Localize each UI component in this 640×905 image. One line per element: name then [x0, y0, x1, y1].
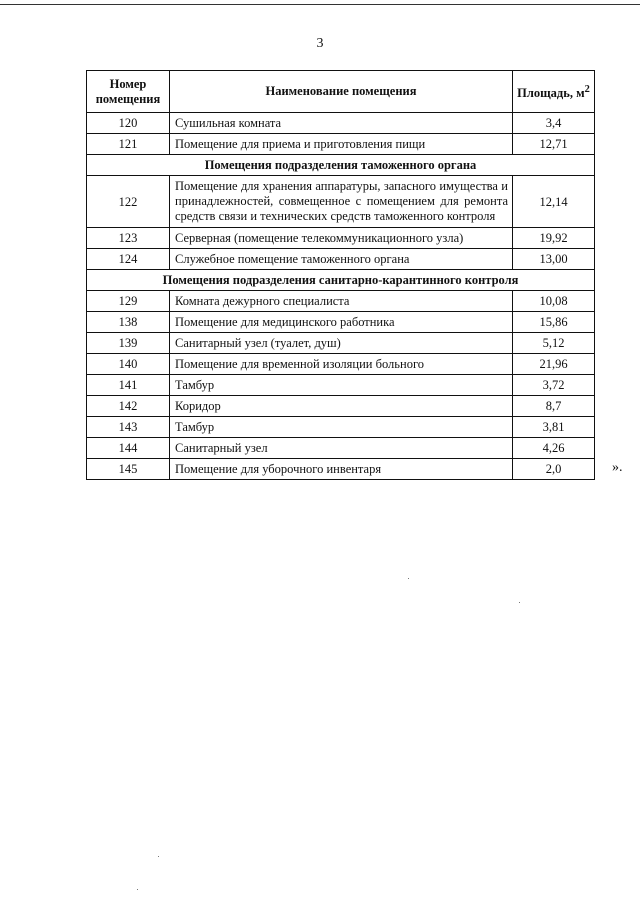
scan-speck — [408, 578, 409, 579]
room-name: Помещение для временной изоляции больного — [170, 354, 513, 375]
table-row — [87, 375, 595, 396]
room-name: Санитарный узел (туалет, душ) — [170, 333, 513, 354]
header-room-name: Наименование помещения — [170, 71, 513, 113]
room-area: 12,71 — [513, 134, 595, 155]
room-number: 141 — [87, 375, 170, 396]
header-area-label: Площадь, м — [517, 86, 585, 101]
room-number: 122 — [87, 176, 170, 228]
section-row-sanitary — [87, 270, 595, 291]
room-number: 143 — [87, 417, 170, 438]
header-area — [513, 71, 595, 113]
room-area: 4,26 — [513, 438, 595, 459]
table-row — [87, 113, 595, 134]
scan-speck — [519, 602, 520, 603]
room-area: 8,7 — [513, 396, 595, 417]
room-area: 3,72 — [513, 375, 595, 396]
room-name: Серверная (помещение телекоммуникационного узла) — [170, 228, 513, 249]
room-area: 3,4 — [513, 113, 595, 134]
section-title-customs: Помещения подразделения таможенного органа — [87, 155, 595, 176]
table-row — [87, 176, 595, 228]
table-row — [87, 228, 595, 249]
room-area: 19,92 — [513, 228, 595, 249]
room-number: 129 — [87, 291, 170, 312]
room-number: 121 — [87, 134, 170, 155]
table-row — [87, 249, 595, 270]
table-row — [87, 354, 595, 375]
room-area: 21,96 — [513, 354, 595, 375]
header-area-unit-exponent: 2 — [584, 83, 590, 95]
room-number: 138 — [87, 312, 170, 333]
rooms-table — [86, 70, 595, 480]
section-row-customs — [87, 155, 595, 176]
table-row — [87, 438, 595, 459]
table-header-row — [87, 71, 595, 113]
room-number: 142 — [87, 396, 170, 417]
table-row — [87, 312, 595, 333]
room-area: 12,14 — [513, 176, 595, 228]
header-room-number: Номер помещения — [87, 71, 170, 113]
page-top-rule — [0, 4, 640, 5]
room-number: 120 — [87, 113, 170, 134]
closing-quote: ». — [612, 460, 623, 475]
room-name: Помещение для приема и приготовления пищи — [170, 134, 513, 155]
table-row — [87, 459, 595, 480]
room-number: 140 — [87, 354, 170, 375]
room-name: Служебное помещение таможенного органа — [170, 249, 513, 270]
table-row — [87, 291, 595, 312]
room-name: Помещение для уборочного инвентаря — [170, 459, 513, 480]
table-row — [87, 134, 595, 155]
scan-speck — [158, 856, 159, 857]
table-row — [87, 417, 595, 438]
room-number: 123 — [87, 228, 170, 249]
room-number: 139 — [87, 333, 170, 354]
room-name: Коридор — [170, 396, 513, 417]
room-number: 144 — [87, 438, 170, 459]
room-number: 145 — [87, 459, 170, 480]
scan-speck — [137, 889, 138, 890]
room-name: Помещение для хранения аппаратуры, запасного имущества и принадлежностей, совмещенное с помещением для ремонта средств связи и технических средств таможенного контроля — [170, 176, 513, 228]
table-row — [87, 333, 595, 354]
room-area: 15,86 — [513, 312, 595, 333]
room-name: Сушильная комната — [170, 113, 513, 134]
room-name: Санитарный узел — [170, 438, 513, 459]
room-area: 5,12 — [513, 333, 595, 354]
room-area: 3,81 — [513, 417, 595, 438]
room-name: Помещение для медицинского работника — [170, 312, 513, 333]
page-number: 3 — [316, 36, 324, 51]
table-row — [87, 396, 595, 417]
room-name: Комната дежурного специалиста — [170, 291, 513, 312]
room-number: 124 — [87, 249, 170, 270]
section-title-sanitary: Помещения подразделения санитарно-карантинного контроля — [87, 270, 595, 291]
room-area: 2,0 — [513, 459, 595, 480]
room-area: 10,08 — [513, 291, 595, 312]
room-name: Тамбур — [170, 375, 513, 396]
room-area: 13,00 — [513, 249, 595, 270]
room-name: Тамбур — [170, 417, 513, 438]
